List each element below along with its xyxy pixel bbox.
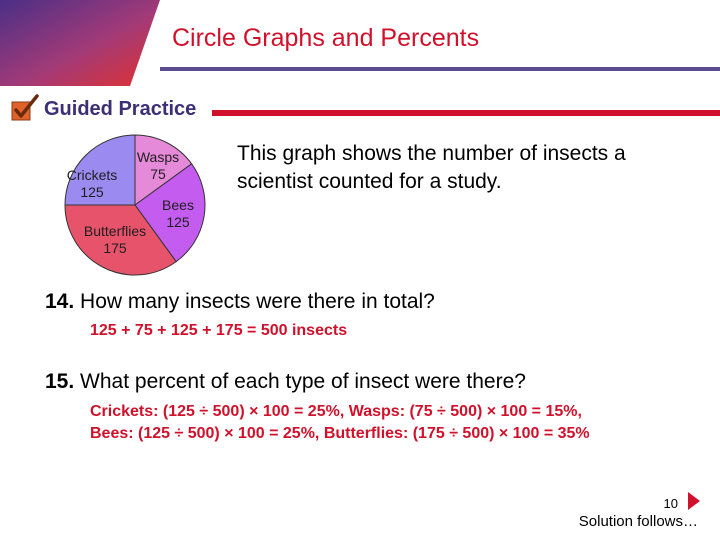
question-text: How many insects were there in total? — [74, 290, 435, 313]
answer-15 — [90, 401, 590, 445]
next-slide-arrow-icon[interactable] — [688, 492, 700, 510]
pie-value-butterflies: 175 — [103, 240, 127, 256]
pie-label-crickets: Crickets — [66, 167, 118, 183]
pie-label-butterflies: Butterflies — [83, 223, 147, 239]
page-number: 10 — [663, 496, 678, 511]
question-number: 14. — [45, 290, 75, 313]
title-divider — [160, 67, 720, 71]
answer-line: Crickets: (125 ÷ 500) × 100 = 25%, Wasps: (75 ÷ 500) × 100 = 15%, — [90, 403, 582, 420]
section-label: Guided Practice — [44, 98, 197, 120]
pie-chart — [60, 132, 210, 278]
question-text: What percent of each type of insect were there? — [74, 370, 526, 393]
pie-label-bees: Bees — [162, 197, 194, 213]
pie-label-wasps: Wasps — [136, 149, 180, 165]
intro-text: This graph shows the number of insects a scientist counted for a study. — [237, 142, 626, 193]
solution-follows-label: Solution follows… — [578, 513, 698, 530]
question-number: 15. — [45, 370, 75, 393]
question-14 — [45, 290, 435, 314]
section-divider — [212, 110, 720, 116]
pie-value-crickets: 125 — [80, 184, 104, 200]
checkmark-icon — [10, 94, 40, 122]
answer-14 — [90, 320, 347, 342]
question-15 — [45, 370, 526, 394]
pie-value-wasps: 75 — [150, 166, 166, 182]
page-title: Circle Graphs and Percents — [172, 24, 480, 52]
corner-decoration — [0, 0, 160, 86]
pie-value-bees: 125 — [166, 214, 190, 230]
answer-line: 125 + 75 + 125 + 175 = 500 insects — [90, 322, 348, 339]
answer-line: Bees: (125 ÷ 500) × 100 = 25%, Butterflies: (175 ÷ 500) × 100 = 35% — [90, 425, 590, 442]
